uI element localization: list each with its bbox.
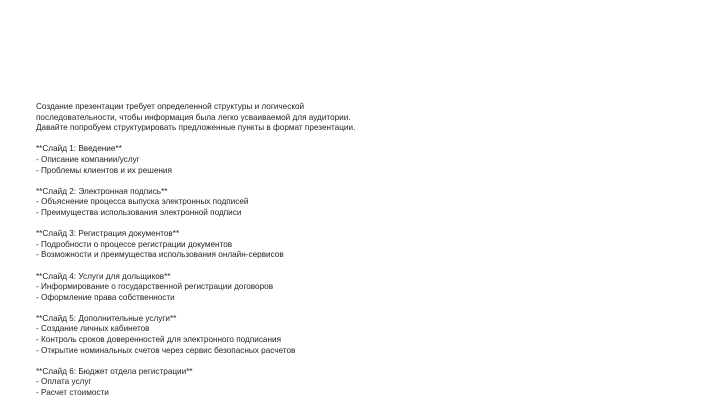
paragraph-gap	[36, 303, 696, 314]
slide-heading: **Слайд 2: Электронная подпись**	[36, 186, 168, 196]
slide-section-1	[36, 144, 696, 176]
slide-section-2	[36, 187, 696, 219]
intro-line: Создание презентации требует определенной структуры и логической	[36, 102, 305, 111]
slide-item: - Создание личных кабинетов	[36, 324, 150, 334]
slide-heading: **Слайд 1: Введение**	[36, 144, 122, 154]
slide-heading: **Слайд 4: Услуги для дольщиков**	[36, 271, 171, 281]
slide-section-4	[36, 272, 696, 304]
intro-line: последовательности, чтобы информация была легко усваиваемой для аудитории.	[36, 112, 351, 122]
slide-item: - Расчет стоимости	[36, 388, 109, 398]
slide-item: - Информирование о государственной регистрации договоров	[36, 282, 274, 292]
intro-line: Давайте попробуем структурировать предложенные пункты в формат презентации.	[36, 123, 356, 133]
slide-item: - Возможности и преимущества использования онлайн-сервисов	[36, 250, 284, 260]
slide-heading: **Слайд 6: Бюджет отдела регистрации**	[36, 366, 193, 376]
paragraph-gap	[36, 261, 696, 272]
slide-item: - Контроль сроков доверенностей для электронного подписания	[36, 335, 282, 345]
slide-item: - Описание компании/услуг	[36, 154, 140, 164]
paragraph-gap	[36, 219, 696, 230]
slide-item: - Оформление права собственности	[36, 292, 175, 302]
slide-section-3	[36, 229, 696, 261]
slide-item: - Проблемы клиентов и их решения	[36, 165, 172, 175]
paragraph-gap	[36, 176, 696, 187]
slide-item: - Оплата услуг	[36, 377, 92, 387]
document-text	[36, 102, 696, 399]
slide-section-6	[36, 367, 696, 399]
paragraph-gap	[36, 356, 696, 367]
slide-item: - Открытие номинальных счетов через сервис безопасных расчетов	[36, 345, 296, 355]
slide-item: - Преимущества использования электронной подписи	[36, 207, 242, 217]
slide-item: - Подробности о процессе регистрации документов	[36, 239, 233, 249]
slide-item: - Объяснение процесса выпуска электронных подписей	[36, 197, 249, 207]
slide-heading: **Слайд 5: Дополнительные услуги**	[36, 313, 177, 323]
paragraph-gap	[36, 134, 696, 145]
slide-heading: **Слайд 3: Регистрация документов**	[36, 229, 180, 239]
slide-section-5	[36, 314, 696, 356]
